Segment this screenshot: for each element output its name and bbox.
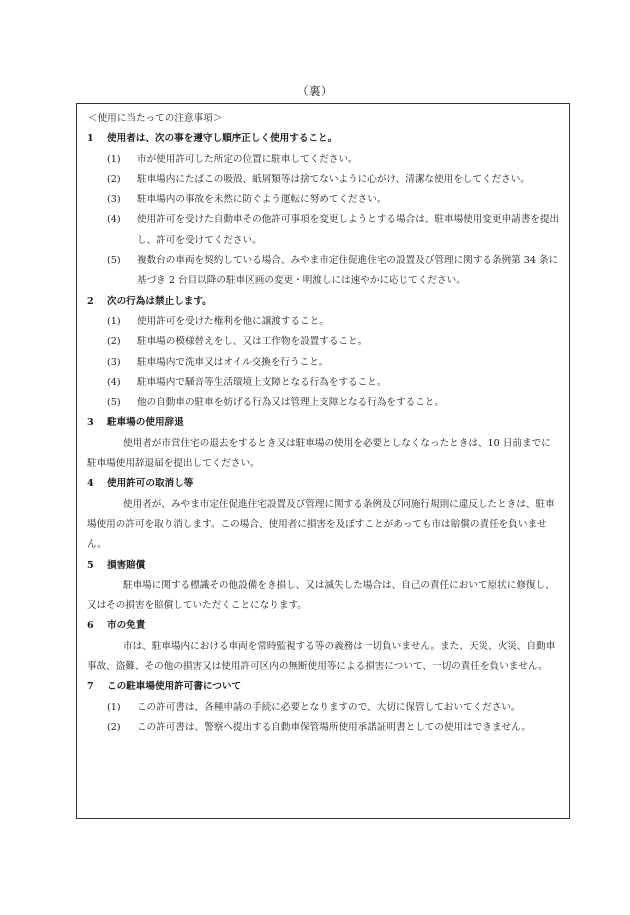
section-paragraph: 使用者が、みやま市定住促進住宅設置及び管理に関する条例及び同施行規則に違反したときは、駐車場使用の許可を取り消します。この場合、使用者に損害を及ぼすことがあっても市は賠償の責任を負いません。: [87, 498, 555, 551]
item-number: (2): [107, 173, 121, 185]
list-item: [84, 190, 562, 210]
section-paragraph: 使用者が市営住宅の退去をするとき又は駐車場の使用を必要としなくなったときは、10 日前までに駐車場使用辞退届を提出してください。: [87, 437, 551, 470]
section-title: 市の免責: [107, 620, 146, 632]
section-3: [84, 413, 562, 474]
section-title: 駐車場の使用辞退: [107, 417, 184, 429]
list-item: [84, 698, 562, 718]
section-title: この駐車場使用許可書について: [107, 681, 242, 693]
section-number: 3: [87, 417, 94, 429]
item-text: 使用許可を受けた自動車その他許可事項を変更しようとする場合は、駐車場使用変更申請書を提出し、許可を受けてください。: [137, 214, 560, 246]
section-2: [84, 292, 562, 414]
section-title: 使用許可の取消し等: [107, 478, 194, 490]
section-heading: [84, 556, 562, 576]
section-5: [84, 556, 562, 617]
section-6: [84, 616, 562, 677]
section-4: [84, 474, 562, 555]
section-heading: [84, 129, 562, 149]
item-text: 使用許可を受けた権利を他に譲渡すること。: [137, 315, 329, 327]
section-heading: [84, 616, 562, 636]
section-title: 使用者は、次の事を遵守し順序正しく使用すること。: [107, 133, 338, 145]
item-text: この許可書は、各種申請の手続に必要となりますので、大切に保管しておいてください。: [137, 701, 521, 713]
section-number: 5: [87, 559, 94, 571]
section-heading: [84, 292, 562, 312]
item-number: (1): [107, 153, 121, 165]
list-item: [84, 150, 562, 170]
section-title: 次の行為は禁止します。: [107, 295, 212, 307]
item-number: (3): [107, 356, 121, 368]
page-side-label: （裏）: [297, 84, 333, 98]
section-number: 4: [87, 478, 94, 490]
section-heading: [84, 413, 562, 433]
section-1: [84, 129, 562, 291]
section-7: [84, 677, 562, 738]
item-text: 駐車場の模様替えをし、又は工作物を設置すること。: [137, 336, 368, 348]
usage-notes-box: [76, 103, 570, 819]
section-number: 1: [87, 133, 94, 145]
list-item: [84, 312, 562, 332]
list-item: [84, 353, 562, 373]
item-number: (3): [107, 194, 121, 206]
item-text: 複数台の車両を契約している場合、みやま市定住促進住宅の設置及び管理に関する条例第 34 条に基づき 2 台目以降の駐車区画の変更・明渡しには速やかに応じてください。: [137, 255, 559, 287]
item-number: (1): [107, 701, 121, 713]
list-item: [84, 332, 562, 352]
item-number: (1): [107, 315, 121, 327]
box-title: ＜使用に当たっての注意事項＞: [88, 113, 223, 124]
item-text: 他の自動車の駐車を妨げる行為又は管理上支障となる行為をすること。: [137, 397, 444, 409]
section-heading: [84, 474, 562, 494]
section-paragraph: 市は、駐車場内における車両を常時監視する等の義務は一切負いません。また、天災、火災、自動車事故、盗難、その他の損害又は使用許可区内の無断使用等による損害について、一切の責任を負いません。: [87, 640, 556, 673]
section-number: 7: [87, 681, 94, 693]
item-number: (5): [107, 397, 121, 409]
item-text: 駐車場内にたばこの吸殻、紙屑類等は捨てないように心がけ、清潔な使用をしてください。: [137, 173, 530, 185]
item-number: (4): [107, 376, 121, 388]
list-item: [84, 718, 562, 738]
list-item: [84, 170, 562, 190]
section-number: 6: [87, 620, 94, 632]
item-text: 駐車場内の事故を未然に防ぐよう運転に努めてください。: [137, 194, 387, 206]
list-item: [84, 210, 562, 251]
item-number: (2): [107, 336, 121, 348]
item-number: (5): [107, 255, 121, 267]
list-item: [84, 373, 562, 393]
section-heading: [84, 677, 562, 697]
item-text: この許可書は、警察へ提出する自動車保管場所使用承諾証明書としての使用はできません。: [137, 721, 531, 733]
item-number: (4): [107, 214, 121, 226]
item-text: 駐車場内で洗車又はオイル交換を行うこと。: [137, 356, 329, 368]
list-item: [84, 251, 562, 292]
item-text: 市が使用許可した所定の位置に駐車してください。: [137, 153, 358, 165]
section-title: 損害賠償: [107, 559, 146, 571]
section-paragraph: 駐車場に関する標識その他設備をき損し、又は滅失した場合は、自己の責任において原状に修復し、又はその損害を賠償していただくことになります。: [87, 579, 555, 612]
section-number: 2: [87, 295, 94, 307]
item-number: (2): [107, 721, 121, 733]
item-text: 駐車場内で騒音等生活環境上支障となる行為をすること。: [137, 376, 387, 388]
list-item: [84, 393, 562, 413]
